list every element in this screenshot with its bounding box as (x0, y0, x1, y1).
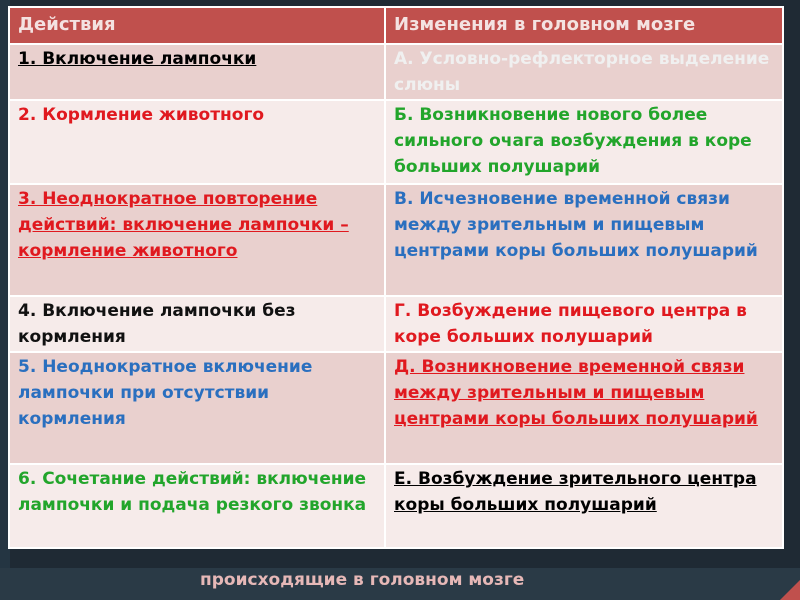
action-text: 3. Неоднократное повторение действий: включение лампочки – кормление животного (18, 189, 349, 261)
change-text: Б. Возникновение нового более сильного очага возбуждения в коре больших полушарий (394, 105, 752, 177)
change-cell (385, 184, 783, 296)
action-cell (9, 296, 385, 352)
action-text: 6. Сочетание действий: включение лампочки и подача резкого звонка (18, 469, 367, 515)
change-text: Е. Возбуждение зрительного центра коры больших полушарий (394, 469, 757, 515)
action-cell (9, 44, 385, 100)
table-header-row (9, 7, 783, 44)
action-text: 5. Неоднократное включение лампочки при отсутствии кормления (18, 357, 313, 429)
change-text: В. Исчезновение временной связи между зрительным и пищевым центрами коры больших полушарий (394, 189, 758, 261)
corner-triangle-decoration (780, 580, 800, 600)
header-brain-changes: Изменения в головном мозге (385, 7, 783, 44)
table-row (9, 352, 783, 464)
action-text: 2. Кормление животного (18, 105, 265, 125)
change-cell (385, 296, 783, 352)
table-row (9, 44, 783, 100)
action-cell (9, 100, 385, 184)
change-text: А. Условно-рефлекторное выделение слюны (394, 49, 770, 95)
table-row (9, 184, 783, 296)
table-row (9, 296, 783, 352)
change-cell (385, 44, 783, 100)
change-cell (385, 464, 783, 548)
change-cell (385, 352, 783, 464)
header-actions: Действия (9, 7, 385, 44)
table-row (9, 464, 783, 548)
change-text: Г. Возбуждение пищевого центра в коре больших полушарий (394, 301, 747, 347)
action-text: 1. Включение лампочки (18, 49, 257, 69)
action-text: 4. Включение лампочки без кормления (18, 301, 296, 347)
action-cell (9, 464, 385, 548)
table-row (9, 100, 783, 184)
actions-changes-table (8, 6, 784, 549)
action-cell (9, 184, 385, 296)
change-text: Д. Возникновение временной связи между зрительным и пищевым центрами коры больших полушарий (394, 357, 758, 429)
change-cell (385, 100, 783, 184)
action-cell (9, 352, 385, 464)
footer-subtitle: происходящие в головном мозге (200, 570, 525, 590)
